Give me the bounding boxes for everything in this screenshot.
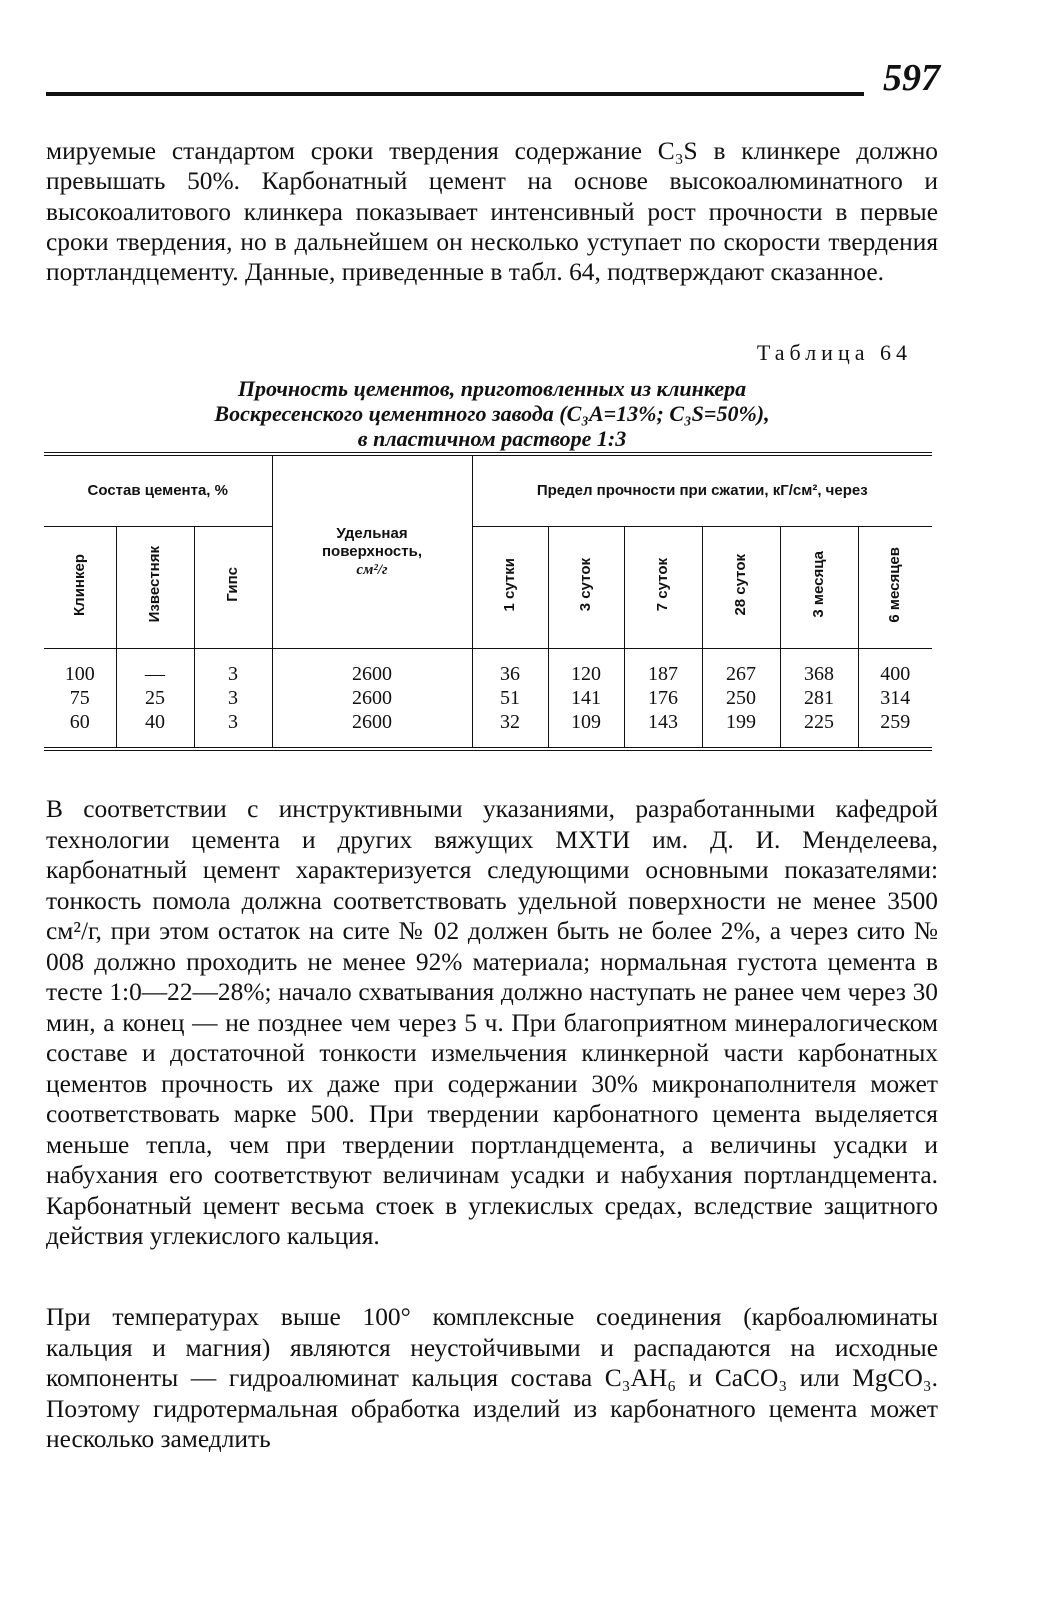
cell-clinker: 100 75 60 bbox=[44, 648, 116, 749]
header-7-days: 7 суток bbox=[624, 526, 702, 648]
header-strength: Предел прочности при сжатии, кГ/см², через bbox=[472, 454, 932, 526]
header-gypsum: Гипс bbox=[194, 526, 272, 648]
header-surface-unit: см²/г bbox=[356, 561, 388, 578]
cell-limestone: — 25 40 bbox=[116, 648, 194, 749]
header-surface bbox=[272, 454, 472, 648]
cell-7-days: 187 176 143 bbox=[624, 648, 702, 749]
table-body-row bbox=[44, 648, 932, 749]
header-rule bbox=[46, 92, 864, 96]
header-1-day: 1 сутки bbox=[472, 526, 548, 648]
table-caption bbox=[46, 376, 938, 451]
header-limestone: Известняк bbox=[116, 526, 194, 648]
strength-table bbox=[44, 452, 932, 751]
header-composition: Состав цемента, % bbox=[44, 454, 272, 526]
table-caption-line: Воскресенского цементного завода (C₃A=13%; C₃S=50%), bbox=[214, 401, 770, 426]
paragraph-high-temperature: При температурах выше 100° комплексные соединения (карбоалюминаты кальция и магния) являются неустойчивыми и распадаются на исходные компоненты — гидроалюминат кальция состава C₃AH₆ и CaCO₃ или MgCO₃. Поэтому гидротермальная обработка изделий из карбонатного цемента может несколько замедлить bbox=[46, 1303, 938, 1453]
page-number: 597 bbox=[883, 57, 940, 99]
table-caption-line: Прочность цементов, приготовленных из клинкера bbox=[237, 376, 747, 401]
header-3-months: 3 месяца bbox=[780, 526, 858, 648]
table-label: Таблица 64 bbox=[756, 340, 912, 365]
cell-surface: 2600 2600 2600 bbox=[272, 648, 472, 749]
paragraph-carbonate-cement: В соответствии с инструктивными указаниями, разработанными кафедрой технологии цемента и других вяжущих МХТИ им. Д. И. Менделеева, карбонатный цемент характеризуется следующими основными показателями: тонкость помола должна соответствовать удельной поверхности не менее 3500 см²/г, при этом остаток на сите № 02 должен быть не более 2%, а через сито № 008 должно проходить не менее 92% материала; нормальная густота цемента в тесте 1:0—22—28%; начало схватывания должно наступать не ранее чем через 30 мин, а конец — не позднее чем через 5 ч. При благоприятном минералогическом составе и достаточной тонкости измельчения клинкерной части карбонатных цементов прочность их даже при содержании 30% микронаполнителя может соответствовать марке 500. При твердении карбонатного цемента выделяется меньше тепла, чем при твердении портландцемента, а величины усадки и набухания его соответствуют величинам усадки и набухания портландцемента. Карбонатный цемент весьма стоек в углекислых средах, вследствие защитного действия углекислого кальция. bbox=[46, 795, 938, 1250]
cell-3-days: 120 141 109 bbox=[548, 648, 624, 749]
header-3-days: 3 суток bbox=[548, 526, 624, 648]
paragraph-intro: мируемые стандартом сроки твердения содержание C₃S в клинкере должно превышать 50%. Карбонатный цемент на основе высокоалюминатного и высокоалитового клинкера показывает интенсивный рост прочности в первые сроки твердения, но в дальнейшем он несколько уступает по скорости твердения портландцементу. Данные, приведенные в табл. 64, подтверждают сказанное. bbox=[46, 137, 938, 287]
table-caption-line: в пластичном растворе 1:3 bbox=[357, 426, 627, 451]
header-surface-line: поверхность, bbox=[322, 542, 422, 560]
cell-6-months: 400 314 259 bbox=[858, 648, 932, 749]
header-28-days: 28 суток bbox=[702, 526, 780, 648]
cell-gypsum: 3 3 3 bbox=[194, 648, 272, 749]
cell-3-months: 368 281 225 bbox=[780, 648, 858, 749]
header-surface-line: Удельная bbox=[336, 524, 408, 542]
cell-28-days: 267 250 199 bbox=[702, 648, 780, 749]
header-clinker: Клинкер bbox=[44, 526, 116, 648]
cell-1-day: 36 51 32 bbox=[472, 648, 548, 749]
header-6-months: 6 месяцев bbox=[858, 526, 932, 648]
